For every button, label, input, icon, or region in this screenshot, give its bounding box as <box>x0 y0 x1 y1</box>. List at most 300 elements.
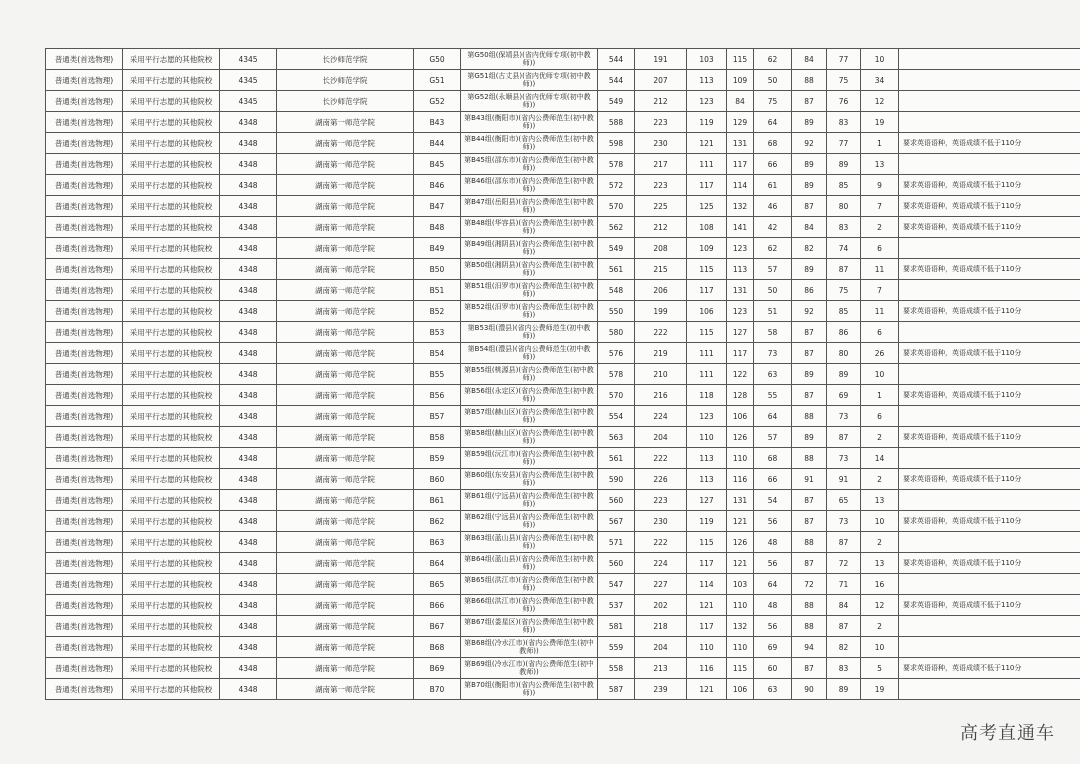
category-cell: 普通类(首选物理) <box>46 70 123 91</box>
school-code-cell: 4348 <box>220 133 277 154</box>
school-code-cell: 4348 <box>220 196 277 217</box>
school-code-cell: 4348 <box>220 217 277 238</box>
subject-score-cell: 87 <box>827 532 861 553</box>
total-score-cell: 581 <box>598 616 635 637</box>
count-cell: 6 <box>861 406 899 427</box>
school-code-cell: 4348 <box>220 238 277 259</box>
subject-score-cell: 57 <box>754 259 792 280</box>
school-name-cell: 湖南第一师范学院 <box>277 553 414 574</box>
subject-score-cell: 72 <box>827 553 861 574</box>
subject-score-cell: 83 <box>827 658 861 679</box>
category-cell: 普通类(首选物理) <box>46 280 123 301</box>
subject-score-cell: 115 <box>727 658 754 679</box>
subject-score-cell: 132 <box>727 616 754 637</box>
count-cell: 13 <box>861 154 899 175</box>
total-score-cell: 537 <box>598 595 635 616</box>
school-name-cell: 湖南第一师范学院 <box>277 406 414 427</box>
batch-cell: 采用平行志愿的其他院校 <box>123 574 220 595</box>
batch-cell: 采用平行志愿的其他院校 <box>123 217 220 238</box>
total-score-cell: 576 <box>598 343 635 364</box>
table-row <box>46 574 1080 595</box>
remark-cell: 要求英语语种，英语成绩不低于110分 <box>899 217 1080 238</box>
school-code-cell: 4348 <box>220 574 277 595</box>
batch-cell: 采用平行志愿的其他院校 <box>123 91 220 112</box>
remark-cell: 要求英语语种，英语成绩不低于110分 <box>899 595 1080 616</box>
batch-cell: 采用平行志愿的其他院校 <box>123 532 220 553</box>
school-code-cell: 4348 <box>220 490 277 511</box>
table-row <box>46 91 1080 112</box>
subject-score-cell: 206 <box>635 280 687 301</box>
school-code-cell: 4348 <box>220 616 277 637</box>
table-row <box>46 490 1080 511</box>
table-row <box>46 406 1080 427</box>
subject-score-cell: 85 <box>827 175 861 196</box>
group-name-cell: 第B54组(澧县)(省内公费师范生(初中教师)) <box>461 343 598 364</box>
school-code-cell: 4348 <box>220 406 277 427</box>
remark-cell: 要求英语语种，英语成绩不低于110分 <box>899 469 1080 490</box>
table-row <box>46 49 1080 70</box>
group-name-cell: 第B59组(沅江市)(省内公费师范生(初中教师)) <box>461 448 598 469</box>
group-name-cell: 第B47组(岳阳县)(省内公费师范生(初中教师)) <box>461 196 598 217</box>
school-name-cell: 湖南第一师范学院 <box>277 658 414 679</box>
subject-score-cell: 68 <box>754 133 792 154</box>
subject-score-cell: 92 <box>792 133 827 154</box>
remark-cell: 要求英语语种，英语成绩不低于110分 <box>899 511 1080 532</box>
total-score-cell: 588 <box>598 112 635 133</box>
subject-score-cell: 123 <box>687 406 727 427</box>
remark-cell: 要求英语语种，英语成绩不低于110分 <box>899 343 1080 364</box>
subject-score-cell: 74 <box>827 238 861 259</box>
subject-score-cell: 117 <box>687 616 727 637</box>
school-name-cell: 湖南第一师范学院 <box>277 280 414 301</box>
group-name-cell: 第G52组(永顺县)(省内优师专项(初中教师)) <box>461 91 598 112</box>
count-cell: 5 <box>861 658 899 679</box>
category-cell: 普通类(首选物理) <box>46 532 123 553</box>
category-cell: 普通类(首选物理) <box>46 574 123 595</box>
category-cell: 普通类(首选物理) <box>46 343 123 364</box>
category-cell: 普通类(首选物理) <box>46 637 123 658</box>
subject-score-cell: 61 <box>754 175 792 196</box>
subject-score-cell: 216 <box>635 385 687 406</box>
group-code-cell: B46 <box>414 175 461 196</box>
subject-score-cell: 48 <box>754 532 792 553</box>
subject-score-cell: 56 <box>754 616 792 637</box>
table-row <box>46 364 1080 385</box>
subject-score-cell: 87 <box>792 343 827 364</box>
subject-score-cell: 207 <box>635 70 687 91</box>
subject-score-cell: 103 <box>727 574 754 595</box>
table-row <box>46 133 1080 154</box>
subject-score-cell: 117 <box>687 553 727 574</box>
subject-score-cell: 114 <box>727 175 754 196</box>
table-row <box>46 679 1080 700</box>
category-cell: 普通类(首选物理) <box>46 553 123 574</box>
subject-score-cell: 87 <box>792 385 827 406</box>
subject-score-cell: 129 <box>727 112 754 133</box>
group-name-cell: 第B55组(桃源县)(省内公费师范生(初中教师)) <box>461 364 598 385</box>
school-code-cell: 4348 <box>220 511 277 532</box>
total-score-cell: 560 <box>598 490 635 511</box>
subject-score-cell: 89 <box>792 364 827 385</box>
table-row <box>46 196 1080 217</box>
subject-score-cell: 230 <box>635 511 687 532</box>
subject-score-cell: 131 <box>727 490 754 511</box>
subject-score-cell: 90 <box>792 679 827 700</box>
subject-score-cell: 91 <box>792 469 827 490</box>
count-cell: 16 <box>861 574 899 595</box>
group-code-cell: B43 <box>414 112 461 133</box>
subject-score-cell: 208 <box>635 238 687 259</box>
subject-score-cell: 63 <box>754 364 792 385</box>
total-score-cell: 544 <box>598 70 635 91</box>
school-name-cell: 湖南第一师范学院 <box>277 133 414 154</box>
subject-score-cell: 63 <box>754 679 792 700</box>
batch-cell: 采用平行志愿的其他院校 <box>123 511 220 532</box>
group-code-cell: B70 <box>414 679 461 700</box>
batch-cell: 采用平行志愿的其他院校 <box>123 553 220 574</box>
school-name-cell: 湖南第一师范学院 <box>277 616 414 637</box>
batch-cell: 采用平行志愿的其他院校 <box>123 595 220 616</box>
count-cell: 2 <box>861 532 899 553</box>
remark-cell: 要求英语语种，英语成绩不低于110分 <box>899 553 1080 574</box>
table-row <box>46 280 1080 301</box>
subject-score-cell: 71 <box>827 574 861 595</box>
school-name-cell: 湖南第一师范学院 <box>277 112 414 133</box>
batch-cell: 采用平行志愿的其他院校 <box>123 658 220 679</box>
group-code-cell: B59 <box>414 448 461 469</box>
category-cell: 普通类(首选物理) <box>46 175 123 196</box>
school-code-cell: 4348 <box>220 532 277 553</box>
group-code-cell: B66 <box>414 595 461 616</box>
subject-score-cell: 117 <box>687 175 727 196</box>
subject-score-cell: 106 <box>727 406 754 427</box>
school-name-cell: 长沙师范学院 <box>277 70 414 91</box>
subject-score-cell: 87 <box>827 259 861 280</box>
remark-cell <box>899 91 1080 112</box>
subject-score-cell: 126 <box>727 427 754 448</box>
count-cell: 12 <box>861 91 899 112</box>
subject-score-cell: 117 <box>727 154 754 175</box>
count-cell: 13 <box>861 553 899 574</box>
group-name-cell: 第B62组(宁远县)(省内公费师范生(初中教师)) <box>461 511 598 532</box>
subject-score-cell: 88 <box>792 595 827 616</box>
count-cell: 10 <box>861 511 899 532</box>
total-score-cell: 567 <box>598 511 635 532</box>
school-name-cell: 湖南第一师范学院 <box>277 196 414 217</box>
subject-score-cell: 110 <box>727 595 754 616</box>
batch-cell: 采用平行志愿的其他院校 <box>123 343 220 364</box>
subject-score-cell: 69 <box>827 385 861 406</box>
group-code-cell: G51 <box>414 70 461 91</box>
group-name-cell: 第B66组(洪江市)(省内公费师范生(初中教师)) <box>461 595 598 616</box>
group-code-cell: B53 <box>414 322 461 343</box>
subject-score-cell: 72 <box>792 574 827 595</box>
subject-score-cell: 85 <box>827 301 861 322</box>
count-cell: 2 <box>861 469 899 490</box>
subject-score-cell: 117 <box>727 343 754 364</box>
subject-score-cell: 204 <box>635 427 687 448</box>
subject-score-cell: 119 <box>687 112 727 133</box>
subject-score-cell: 103 <box>687 49 727 70</box>
count-cell: 2 <box>861 616 899 637</box>
school-code-cell: 4348 <box>220 301 277 322</box>
category-cell: 普通类(首选物理) <box>46 658 123 679</box>
batch-cell: 采用平行志愿的其他院校 <box>123 469 220 490</box>
remark-cell <box>899 49 1080 70</box>
subject-score-cell: 127 <box>727 322 754 343</box>
group-name-cell: 第B49组(湘阴县)(省内公费师范生(初中教师)) <box>461 238 598 259</box>
school-name-cell: 湖南第一师范学院 <box>277 469 414 490</box>
group-code-cell: B44 <box>414 133 461 154</box>
school-name-cell: 湖南第一师范学院 <box>277 154 414 175</box>
total-score-cell: 563 <box>598 427 635 448</box>
subject-score-cell: 219 <box>635 343 687 364</box>
total-score-cell: 587 <box>598 679 635 700</box>
subject-score-cell: 57 <box>754 427 792 448</box>
school-code-cell: 4345 <box>220 91 277 112</box>
table-row <box>46 175 1080 196</box>
batch-cell: 采用平行志愿的其他院校 <box>123 154 220 175</box>
count-cell: 1 <box>861 385 899 406</box>
group-code-cell: B61 <box>414 490 461 511</box>
subject-score-cell: 84 <box>792 49 827 70</box>
subject-score-cell: 108 <box>687 217 727 238</box>
subject-score-cell: 89 <box>827 364 861 385</box>
total-score-cell: 570 <box>598 385 635 406</box>
subject-score-cell: 75 <box>754 91 792 112</box>
category-cell: 普通类(首选物理) <box>46 112 123 133</box>
group-code-cell: G50 <box>414 49 461 70</box>
count-cell: 2 <box>861 217 899 238</box>
table-row <box>46 532 1080 553</box>
group-name-cell: 第B51组(汨罗市)(省内公费师范生(初中教师)) <box>461 280 598 301</box>
subject-score-cell: 50 <box>754 280 792 301</box>
subject-score-cell: 121 <box>727 511 754 532</box>
subject-score-cell: 94 <box>792 637 827 658</box>
group-name-cell: 第B60组(东安县)(省内公费师范生(初中教师)) <box>461 469 598 490</box>
school-code-cell: 4348 <box>220 259 277 280</box>
subject-score-cell: 89 <box>827 679 861 700</box>
subject-score-cell: 224 <box>635 553 687 574</box>
subject-score-cell: 84 <box>727 91 754 112</box>
category-cell: 普通类(首选物理) <box>46 364 123 385</box>
total-score-cell: 554 <box>598 406 635 427</box>
school-code-cell: 4348 <box>220 112 277 133</box>
remark-cell <box>899 637 1080 658</box>
category-cell: 普通类(首选物理) <box>46 616 123 637</box>
subject-score-cell: 132 <box>727 196 754 217</box>
subject-score-cell: 119 <box>687 511 727 532</box>
subject-score-cell: 121 <box>727 553 754 574</box>
group-code-cell: B65 <box>414 574 461 595</box>
table-row <box>46 595 1080 616</box>
school-name-cell: 湖南第一师范学院 <box>277 427 414 448</box>
school-code-cell: 4348 <box>220 658 277 679</box>
school-name-cell: 湖南第一师范学院 <box>277 574 414 595</box>
subject-score-cell: 202 <box>635 595 687 616</box>
school-code-cell: 4348 <box>220 322 277 343</box>
subject-score-cell: 115 <box>687 532 727 553</box>
subject-score-cell: 121 <box>687 595 727 616</box>
group-name-cell: 第B48组(华容县)(省内公费师范生(初中教师)) <box>461 217 598 238</box>
school-name-cell: 湖南第一师范学院 <box>277 343 414 364</box>
table-row <box>46 553 1080 574</box>
group-code-cell: B55 <box>414 364 461 385</box>
group-code-cell: B56 <box>414 385 461 406</box>
subject-score-cell: 64 <box>754 112 792 133</box>
subject-score-cell: 223 <box>635 490 687 511</box>
subject-score-cell: 60 <box>754 658 792 679</box>
count-cell: 11 <box>861 301 899 322</box>
total-score-cell: 580 <box>598 322 635 343</box>
subject-score-cell: 76 <box>827 91 861 112</box>
admission-score-table <box>45 48 1080 700</box>
remark-cell: 要求英语语种，英语成绩不低于110分 <box>899 658 1080 679</box>
subject-score-cell: 239 <box>635 679 687 700</box>
count-cell: 19 <box>861 112 899 133</box>
batch-cell: 采用平行志愿的其他院校 <box>123 196 220 217</box>
remark-cell: 要求英语语种，英语成绩不低于110分 <box>899 301 1080 322</box>
remark-cell <box>899 70 1080 91</box>
subject-score-cell: 230 <box>635 133 687 154</box>
subject-score-cell: 66 <box>754 469 792 490</box>
group-code-cell: B52 <box>414 301 461 322</box>
batch-cell: 采用平行志愿的其他院校 <box>123 112 220 133</box>
category-cell: 普通类(首选物理) <box>46 259 123 280</box>
group-name-cell: 第B68组(冷水江市)(省内公费师范生(初中教师)) <box>461 637 598 658</box>
subject-score-cell: 113 <box>687 448 727 469</box>
remark-cell: 要求英语语种，英语成绩不低于110分 <box>899 385 1080 406</box>
subject-score-cell: 117 <box>687 280 727 301</box>
subject-score-cell: 87 <box>792 322 827 343</box>
school-name-cell: 湖南第一师范学院 <box>277 301 414 322</box>
subject-score-cell: 88 <box>792 406 827 427</box>
remark-cell <box>899 679 1080 700</box>
group-name-cell: 第B46组(邵东市)(省内公费师范生(初中教师)) <box>461 175 598 196</box>
category-cell: 普通类(首选物理) <box>46 49 123 70</box>
group-name-cell: 第B58组(赫山区)(省内公费师范生(初中教师)) <box>461 427 598 448</box>
group-name-cell: 第B63组(蓝山县)(省内公费师范生(初中教师)) <box>461 532 598 553</box>
group-name-cell: 第B43组(衡阳市)(省内公费师范生(初中教师)) <box>461 112 598 133</box>
total-score-cell: 561 <box>598 259 635 280</box>
count-cell: 34 <box>861 70 899 91</box>
table-row <box>46 448 1080 469</box>
subject-score-cell: 210 <box>635 364 687 385</box>
batch-cell: 采用平行志愿的其他院校 <box>123 637 220 658</box>
category-cell: 普通类(首选物理) <box>46 196 123 217</box>
subject-score-cell: 122 <box>727 364 754 385</box>
subject-score-cell: 56 <box>754 511 792 532</box>
admission-score-sheet <box>45 48 1080 700</box>
subject-score-cell: 82 <box>827 637 861 658</box>
table-row <box>46 322 1080 343</box>
table-row <box>46 70 1080 91</box>
subject-score-cell: 218 <box>635 616 687 637</box>
remark-cell <box>899 112 1080 133</box>
group-code-cell: B50 <box>414 259 461 280</box>
total-score-cell: 544 <box>598 49 635 70</box>
group-code-cell: B60 <box>414 469 461 490</box>
group-code-cell: B51 <box>414 280 461 301</box>
subject-score-cell: 62 <box>754 49 792 70</box>
subject-score-cell: 87 <box>792 553 827 574</box>
count-cell: 10 <box>861 364 899 385</box>
total-score-cell: 549 <box>598 91 635 112</box>
group-name-cell: 第B53组(澧县)(省内公费师范生(初中教师)) <box>461 322 598 343</box>
school-name-cell: 湖南第一师范学院 <box>277 364 414 385</box>
subject-score-cell: 89 <box>792 175 827 196</box>
batch-cell: 采用平行志愿的其他院校 <box>123 406 220 427</box>
category-cell: 普通类(首选物理) <box>46 133 123 154</box>
subject-score-cell: 109 <box>727 70 754 91</box>
subject-score-cell: 226 <box>635 469 687 490</box>
subject-score-cell: 89 <box>792 112 827 133</box>
school-name-cell: 湖南第一师范学院 <box>277 448 414 469</box>
remark-cell <box>899 448 1080 469</box>
subject-score-cell: 118 <box>687 385 727 406</box>
subject-score-cell: 56 <box>754 553 792 574</box>
remark-cell <box>899 322 1080 343</box>
table-row <box>46 259 1080 280</box>
remark-cell: 要求英语语种，英语成绩不低于110分 <box>899 175 1080 196</box>
subject-score-cell: 58 <box>754 322 792 343</box>
category-cell: 普通类(首选物理) <box>46 217 123 238</box>
count-cell: 26 <box>861 343 899 364</box>
subject-score-cell: 111 <box>687 364 727 385</box>
subject-score-cell: 123 <box>687 91 727 112</box>
subject-score-cell: 69 <box>754 637 792 658</box>
category-cell: 普通类(首选物理) <box>46 448 123 469</box>
subject-score-cell: 64 <box>754 406 792 427</box>
subject-score-cell: 110 <box>687 427 727 448</box>
subject-score-cell: 109 <box>687 238 727 259</box>
table-row <box>46 343 1080 364</box>
category-cell: 普通类(首选物理) <box>46 91 123 112</box>
category-cell: 普通类(首选物理) <box>46 385 123 406</box>
remark-cell: 要求英语语种，英语成绩不低于110分 <box>899 196 1080 217</box>
count-cell: 12 <box>861 595 899 616</box>
school-name-cell: 湖南第一师范学院 <box>277 679 414 700</box>
subject-score-cell: 204 <box>635 637 687 658</box>
subject-score-cell: 224 <box>635 406 687 427</box>
school-name-cell: 长沙师范学院 <box>277 91 414 112</box>
subject-score-cell: 227 <box>635 574 687 595</box>
batch-cell: 采用平行志愿的其他院校 <box>123 322 220 343</box>
table-row <box>46 511 1080 532</box>
total-score-cell: 578 <box>598 364 635 385</box>
subject-score-cell: 128 <box>727 385 754 406</box>
subject-score-cell: 88 <box>792 616 827 637</box>
subject-score-cell: 199 <box>635 301 687 322</box>
category-cell: 普通类(首选物理) <box>46 679 123 700</box>
school-name-cell: 长沙师范学院 <box>277 49 414 70</box>
subject-score-cell: 83 <box>827 112 861 133</box>
table-row <box>46 154 1080 175</box>
school-name-cell: 湖南第一师范学院 <box>277 490 414 511</box>
batch-cell: 采用平行志愿的其他院校 <box>123 490 220 511</box>
count-cell: 10 <box>861 49 899 70</box>
group-code-cell: B45 <box>414 154 461 175</box>
remark-cell: 要求英语语种，英语成绩不低于110分 <box>899 259 1080 280</box>
count-cell: 6 <box>861 322 899 343</box>
table-row <box>46 385 1080 406</box>
school-code-cell: 4345 <box>220 49 277 70</box>
subject-score-cell: 87 <box>792 196 827 217</box>
school-name-cell: 湖南第一师范学院 <box>277 385 414 406</box>
category-cell: 普通类(首选物理) <box>46 595 123 616</box>
school-name-cell: 湖南第一师范学院 <box>277 217 414 238</box>
subject-score-cell: 73 <box>754 343 792 364</box>
